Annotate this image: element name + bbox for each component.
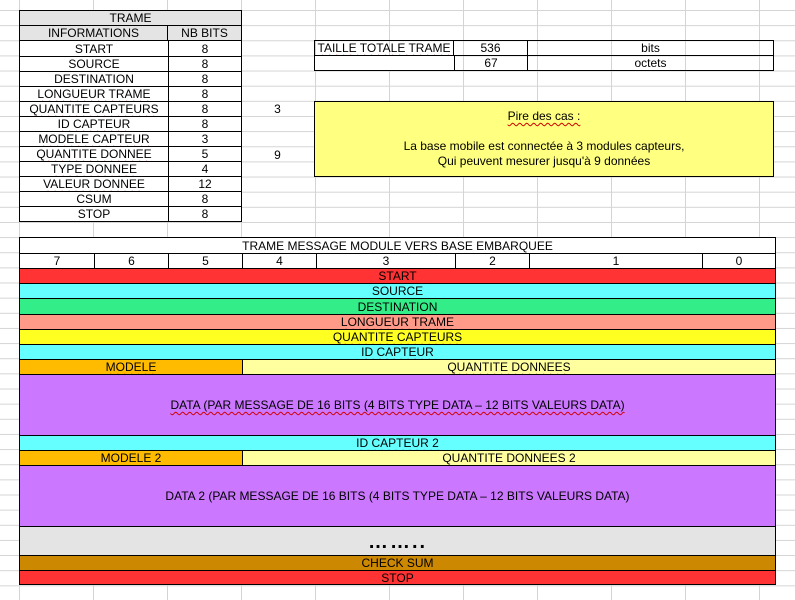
frame-checksum: CHECK SUM [20,555,775,570]
frame-modele-2-row [20,450,775,465]
table-row-bits: 12 [169,176,241,191]
table-row-name-text: QUANTITE DONNEE [36,147,152,161]
table-row-name-text: MODELE CAPTEUR [38,132,150,146]
frame-quantite-donnees-text: QUANTITE DONNEES [447,360,571,374]
table-row-name-text: VALEUR DONNEE [43,177,145,191]
table-row-name: DESTINATION [20,71,168,86]
frame-source: SOURCE [20,283,775,298]
trame-table-title: TRAME [20,11,241,26]
table-row-bits: 8 [169,191,241,206]
frame-quantite-donnees [242,360,775,374]
note-line-2: Qui peuvent mesurer jusqu'à 9 données [437,154,651,168]
taille-bits-value: 536 [454,41,528,56]
frame-modele [20,360,242,374]
frame-modele-row [20,359,775,374]
frame-id-capteur-2 [20,435,775,450]
frame-longueur [20,314,775,329]
table-row-bits: 8 [169,86,241,101]
col-header-informations: INFORMATIONS [20,26,168,41]
table-row-name [20,116,168,131]
frame-data-text: DATA (PAR MESSAGE DE 16 BITS (4 BITS TYPE DATA – 12 BITS VALEURS DATA) [170,398,625,412]
taille-octets-unit: octets [634,56,667,70]
frame-quantite-capteurs-text: QUANTITE CAPTEURS [332,330,463,344]
bit-number: 5 [168,254,242,268]
bit-number: 3 [316,254,455,268]
bit-number: 4 [242,254,316,268]
worst-case-note [314,101,774,177]
bit-number-row [20,253,775,268]
table-row-name-text: LONGUEUR TRAME [37,87,151,101]
bit-number: 7 [53,254,61,268]
table-row-name-text: ID CAPTEUR [57,117,131,131]
frame-start: START [20,268,775,283]
table-row-name [20,101,168,116]
table-row-name [20,176,168,191]
frame-modele-text: MODELE [105,360,157,374]
table-row-name-text: TYPE DONNEE [50,162,137,176]
bit-number: 2 [455,254,529,268]
taille-bits-unit: bits [528,41,773,56]
taille-table [314,40,774,71]
side-value-capteurs: 3 [274,101,281,116]
taille-octets-value: 67 [454,56,528,70]
table-row-name [20,146,168,161]
table-row-bits: 8 [201,41,209,56]
frame-title: TRAME MESSAGE MODULE VERS BASE EMBARQUEE [20,238,775,253]
frame-longueur-text: LONGUEUR TRAME [340,315,455,329]
frame-id-capteur-text: ID CAPTEUR [361,345,434,359]
table-row-name: SOURCE [20,56,168,71]
trame-table-body [20,41,241,221]
table-row-bits: 8 [169,101,241,116]
taille-empty-cell [315,56,454,70]
frame-stop: STOP [20,570,775,584]
frame-ellipsis: …….. [20,526,775,555]
trame-table [19,10,242,222]
table-row-bits: 8 [169,71,241,86]
table-row-bits: 8 [169,206,241,221]
bit-number: 1 [529,254,702,268]
frame-destination: DESTINATION [20,298,775,314]
taille-label [315,41,454,56]
col-header-nb-bits: NB BITS [168,26,241,41]
bit-number: 0 [702,254,775,268]
table-row-name [20,131,168,146]
table-row-name: START [74,41,114,56]
table-row-name: STOP [20,206,168,221]
table-row-name [20,86,168,101]
taille-label-text: TAILLE TOTALE TRAME [317,41,451,55]
frame-id-capteur-2-text: ID CAPTEUR 2 [356,436,439,450]
note-title-text: Pire des cas : [507,109,581,123]
table-row-bits: 3 [169,131,241,146]
frame-quantite-donnees-2: QUANTITE DONNEES 2 [242,451,775,465]
frame-quantite-capteurs [20,329,775,344]
table-row-name [20,161,168,176]
frame-id-capteur [20,344,775,359]
message-frame-diagram [19,237,776,585]
note-title [508,109,581,124]
table-row-name: CSUM [20,191,168,206]
side-value-donnees: 9 [274,147,281,162]
table-row-bits: 4 [169,161,241,176]
frame-data [20,374,775,435]
frame-data-2: DATA 2 (PAR MESSAGE DE 16 BITS (4 BITS TYPE DATA – 12 BITS VALEURS DATA) [20,465,775,526]
table-row-bits: 8 [169,56,241,71]
bit-number: 6 [94,254,168,268]
table-row-name-text: QUANTITE CAPTEURS [29,102,159,116]
table-row-bits: 5 [169,146,241,161]
table-row-bits: 8 [169,116,241,131]
frame-modele-2: MODELE 2 [20,451,242,465]
note-line-1: La base mobile est connectée à 3 modules capteurs, [403,139,685,153]
